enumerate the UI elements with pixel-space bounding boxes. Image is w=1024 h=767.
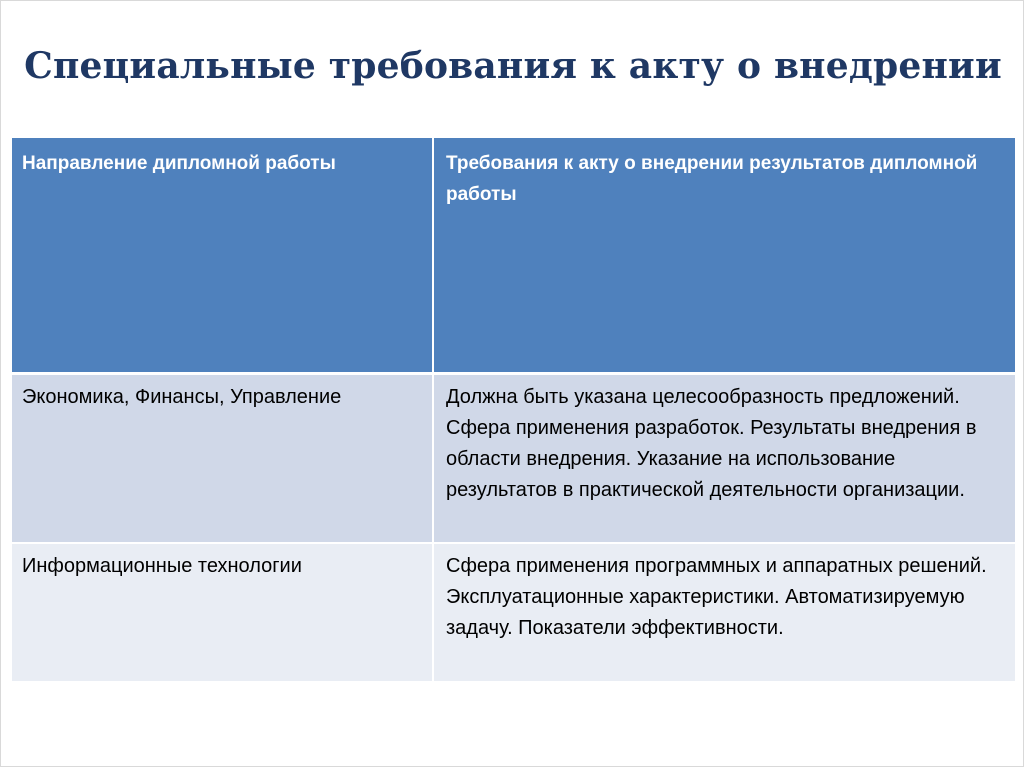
table-header-row bbox=[12, 138, 1015, 373]
cell-direction: Информационные технологии bbox=[12, 543, 433, 682]
slide-title: Специальные требования к акту о внедрении bbox=[24, 45, 1002, 87]
table-row bbox=[12, 543, 1015, 682]
cell-requirements: Сфера применения программных и аппаратных решений. Эксплуатационные характеристики. Автоматизируемую задачу. Показатели эффективности. bbox=[433, 543, 1015, 682]
requirements-table bbox=[12, 138, 1015, 683]
table-row bbox=[12, 373, 1015, 543]
cell-requirements: Должна быть указана целесообразность предложений. Сфера применения разработок. Результаты внедрения в области внедрения. Указание на использование результатов в практической деятельности организации. bbox=[433, 373, 1015, 543]
header-requirements: Требования к акту о внедрении результатов дипломной работы bbox=[433, 138, 1015, 373]
cell-direction: Экономика, Финансы, Управление bbox=[12, 373, 433, 543]
header-direction: Направление дипломной работы bbox=[12, 138, 433, 373]
